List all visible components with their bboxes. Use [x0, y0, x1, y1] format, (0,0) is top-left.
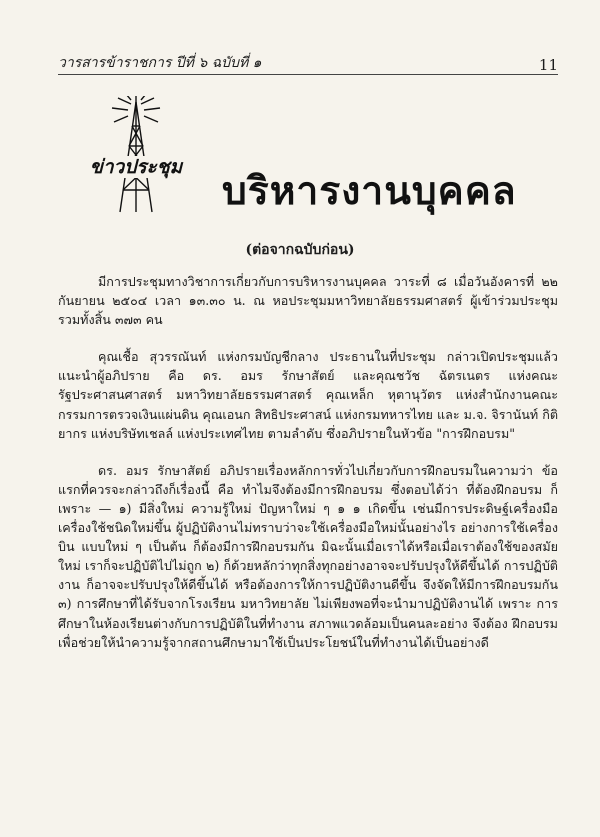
running-header — [58, 52, 558, 74]
journal-title: วารสารข้าราชการ ปีที่ ๖ ฉบับที่ ๑ — [58, 55, 262, 71]
page-number: 11 — [538, 56, 558, 74]
paragraph-1: มีการประชุมทางวิชาการเกี่ยวกับการบริหารงานบุคคล วาระที่ ๘ เมื่อวันอังคารที่ ๒๒ กันยายน ๒๕๐๔ เวลา ๑๓.๓๐ น. ณ หอประชุมมหาวิทยาลัยธรรมศาสตร์ ผู้เข้าร่วมประชุม รวมทั้งสิ้น ๓๗๓ คน — [58, 274, 558, 328]
article-body — [58, 272, 558, 670]
article-subtitle: (ต่อจากฉบับก่อน) — [245, 242, 355, 258]
logo-text: ข่าวประชุม — [89, 156, 183, 178]
paragraph-2: คุณเชื้อ สุวรรณันท์ แห่งกรมบัญชีกลาง ประธานในที่ประชุม กล่าวเปิดประชุมแล้ว แนะนำผู้อภิปราย คือ ดร. อมร รักษาสัตย์ และคุณชวัช ฉัตรเนตร แห่งคณะรัฐประศาสนศาสตร์ มหาวิทยาลัยธรรมศาสตร์ คุณเหล็ก หุตานุวัตร แห่งสำนักงานคณะกรรมการตรวจเงินแผ่นดิน คุณเอนก สิทธิประศาสน์ แห่งกรมทหารไทย และ ม.จ. จิรานันท์ กิติยากร แห่งบริษัทเชลล์ แห่งประเทศไทย ตามลำดับ ซึ่งอภิปรายในหัวข้อ "การฝึกอบรม" — [58, 349, 558, 441]
paragraph-3: ดร. อมร รักษาสัตย์ อภิปรายเรื่องหลักการทั่วไปเกี่ยวกับการฝึกอบรมในความว่า ข้อแรกที่ควรจะกล่าวถึงก็เรื่องนี้ คือ ทำไมจึงต้องมีการฝึกอบรม ซึ่งตอบได้ว่า ที่ต้องฝึกอบรม ก็เพราะ — ๑) มีสิ่งใหม่ ความรู้ใหม่ ปัญหาใหม่ ๆ ๑ ๑ เกิดขึ้น เช่นมีการประดิษฐ์เครื่องมือ เครื่องใช้ชนิดใหม่ขึ้น ผู้ปฏิบัติงานไม่ทราบว่าจะใช้เครื่องมือใหม่นั้นอย่างไร อย่างการใช้เครื่องบิน แบบใหม่ ๆ เป็นต้น ก็ต้องมีการฝึกอบรมกัน มิฉะนั้นเมื่อเราได้หรือเมื่อเราต้องใช้ของสมัยใหม่ เราก็จะปฏิบัติไปไม่ถูก ๒) ก็ด้วยหลักว่าทุกสิ่งทุกอย่างอาจจะปรับปรุงให้ดีขึ้นได้ การปฏิบัติงาน ก็อาจจะปรับปรุงให้ดีขึ้นได้ หรือต้องการให้การปฏิบัติงานดีขึ้น จึงจัดให้มีการฝึกอบรมกัน ๓) การศึกษาที่ได้รับจากโรงเรียน มหาวิทยาลัย ไม่เพียงพอที่จะนำมาปฏิบัติงานได้ เพราะ การศึกษาในห้องเรียนต่างกับการปฏิบัติในที่ทำงาน สภาพแวดล้อมเป็นคนละอย่าง จึงต้อง ฝึกอบรมเพื่อช่วยให้นำความรู้จากสถานศึกษามาใช้เป็นประโยชน์ในที่ทำงานได้เป็นอย่างดี — [58, 462, 558, 650]
header-rule — [58, 74, 558, 75]
article-title: บริหารงานบุคคล — [222, 169, 517, 214]
radio-tower-icon — [76, 96, 196, 216]
